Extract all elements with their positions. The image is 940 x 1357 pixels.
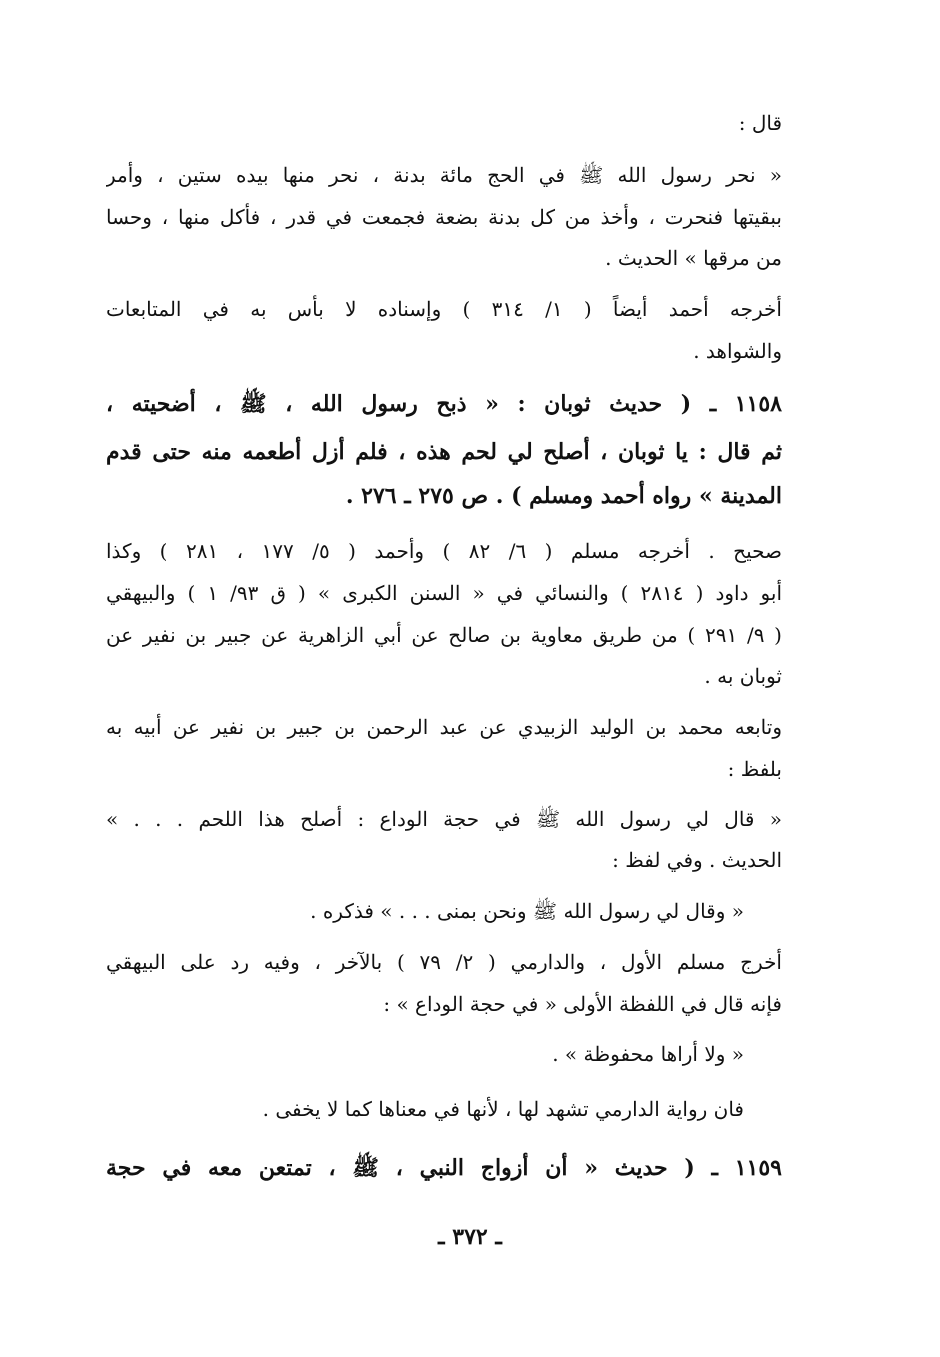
hadith-heading-1158: ١١٥٨ ـ ( حديث ثوبان : « ذبح رسول الله ، ﷺ ، أضحيته ، (106, 391, 782, 417)
hadith-heading-1159: ١١٥٩ ـ ( حديث « أن أزواج النبي ، ﷺ ، تمتعن معه في حجة (106, 1155, 782, 1181)
text-line: أخرجه أحمد أيضاً ( ١/ ٣١٤ ) وإسناده لا بأس به في المتابعات (106, 297, 782, 321)
text-line: ثم قال : يا ثوبان ، أصلح لي لحم هذه ، فلم أزل أطعمه منه حتى قدم (106, 439, 782, 465)
text-line: « قال لي رسول الله ﷺ في حجة الوداع : أصلح هذا اللحم . . . » (106, 807, 782, 831)
text-line: ثوبان به . (704, 664, 782, 688)
text-line: أبو داود ( ٢٨١٤ ) والنسائي في « السنن الكبرى » ( ق ٩٣/ ١ ) والبيهقي (106, 581, 782, 605)
text-line: قال : (738, 111, 782, 135)
text-line: فإنه قال في اللفظة الأولى « في حجة الوداع » : (383, 992, 782, 1016)
text-line: وتابعه محمد بن الوليد الزبيدي عن عبد الرحمن بن جبير بن نفير عن أبيه به (106, 715, 782, 739)
text-line: والشواهد . (693, 339, 782, 363)
text-line: ببقيتها فنحرت ، وأخذ من كل بدنة بضعة فجمعت في قدر ، فأكل منها ، وحسا (106, 205, 782, 229)
text-line: الحديث . وفي لفظ : (612, 848, 782, 872)
text-line: المدينة » رواه أحمد ومسلم ) . ص ٢٧٥ ـ ٢٧٦ . (345, 483, 782, 509)
text-line: أخرج مسلم الأول ، والدارمي ( ٢/ ٧٩ ) بالآخر ، وفيه رد على البيهقي (106, 950, 782, 974)
page-number: ـ ٣٧٢ ـ (438, 1224, 502, 1250)
text-line: من مرقها » الحديث . (605, 246, 782, 270)
text-line: « نحر رسول الله ﷺ في الحج مائة بدنة ، نحر منها بيده ستين ، وأمر (106, 163, 782, 187)
text-line: « ولا أراها محفوظة » . (552, 1042, 744, 1066)
text-line: بلفظ : (727, 757, 782, 781)
text-line: صحيح . أخرجه مسلم ( ٦/ ٨٢ ) وأحمد ( ٥/ ١٧٧ ، ٢٨١ ) وكذا (106, 539, 782, 563)
text-line: « وقال لي رسول الله ﷺ ونحن بمنى . . . » فذكره . (310, 899, 744, 923)
text-line: ( ٩/ ٢٩١ ) من طريق معاوية بن صالح عن أبي الزاهرية عن جبير بن نفير عن (106, 623, 782, 647)
text-line: فان رواية الدارمي تشهد لها ، لأنها في معناها كما لا يخفى . (262, 1097, 744, 1121)
